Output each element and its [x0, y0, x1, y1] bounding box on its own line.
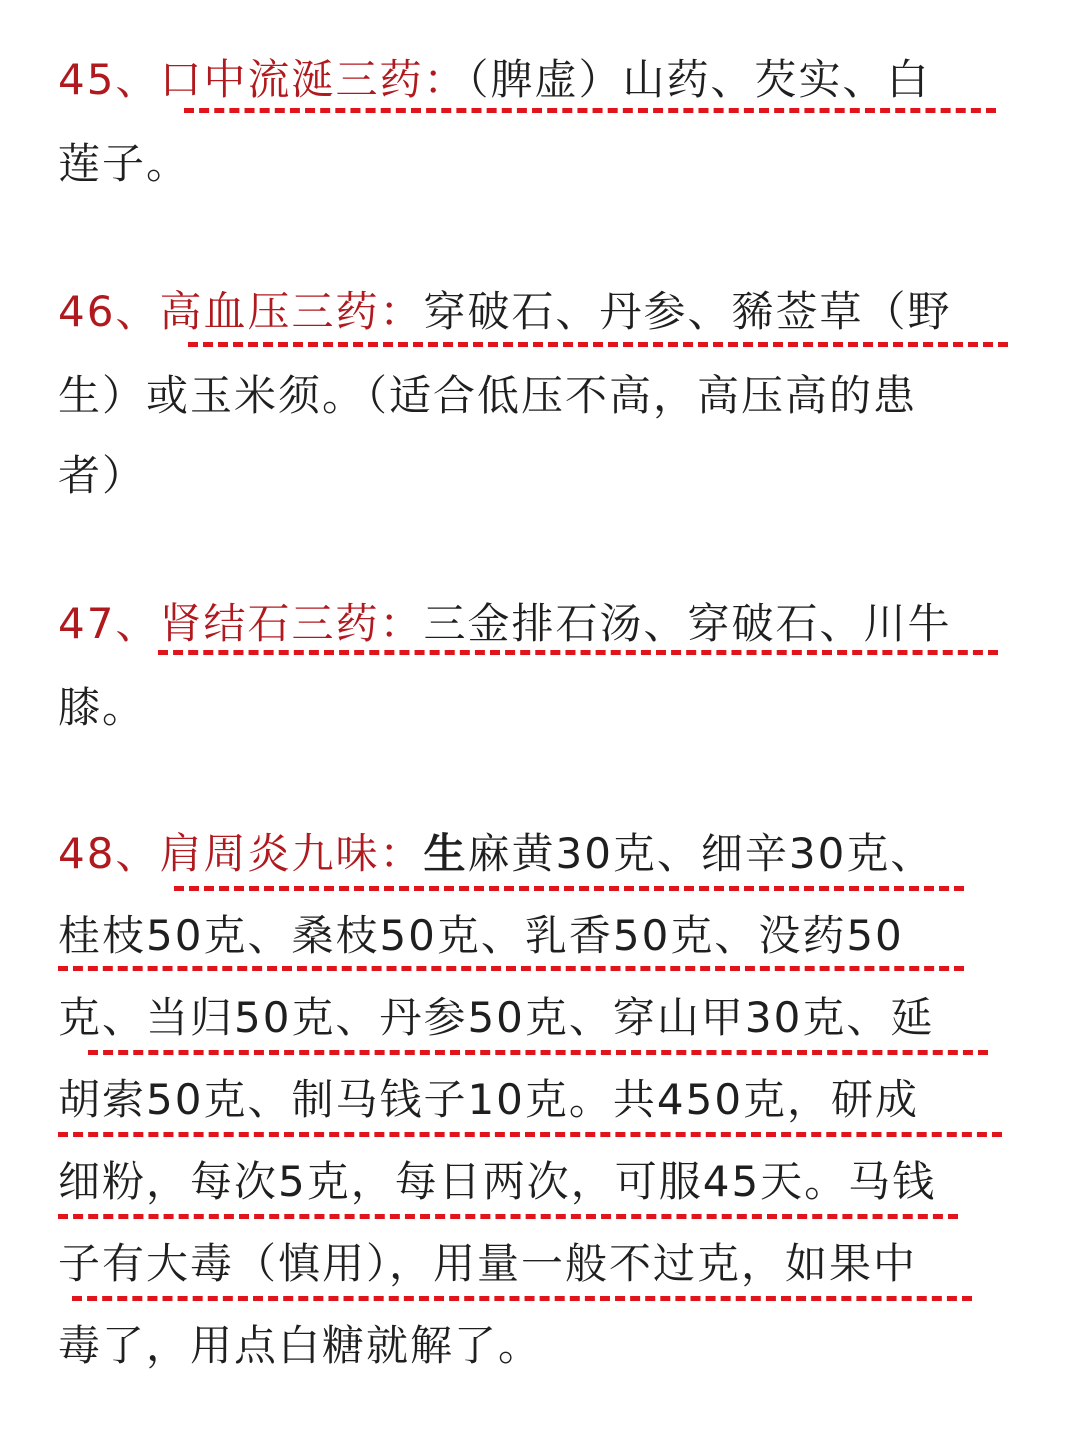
- entry-text: 者）: [58, 451, 147, 500]
- entry-48-line-3: [58, 978, 934, 1058]
- dashed-underline: [72, 1296, 972, 1301]
- entry-title: 口中流涎三药：: [159, 55, 468, 104]
- entry-46-line-3: [58, 436, 146, 516]
- entry-46-line-1: [58, 272, 951, 352]
- entry-bold-lead: 生: [423, 829, 468, 878]
- entry-47-line-2: [58, 668, 146, 748]
- entry-text: 莲子。: [58, 139, 191, 188]
- dashed-underline: [158, 650, 998, 655]
- entry-text: 三金排石汤、穿破石、川牛: [423, 599, 952, 648]
- entry-text: 麻黄30克、细辛30克、: [467, 829, 935, 878]
- entry-text: 毒了，用点白糖就解了。: [58, 1321, 543, 1370]
- entry-text: （脾虚）山药、芡实、白: [467, 55, 931, 104]
- entry-title: 肾结石三药：: [159, 599, 424, 648]
- entry-48-line-4: [58, 1060, 919, 1140]
- entry-48-line-6: [58, 1224, 917, 1304]
- dashed-underline: [88, 1050, 988, 1055]
- dashed-underline: [184, 108, 996, 113]
- entry-text: 生）或玉米须。（适合低压不高，高压高的患: [58, 371, 918, 420]
- dashed-underline: [174, 886, 964, 891]
- entry-number: 47、: [58, 599, 160, 648]
- entry-title: 高血压三药：: [159, 287, 424, 336]
- entry-48-line-2: [58, 896, 904, 976]
- entry-46-line-2: [58, 356, 917, 436]
- dashed-underline: [58, 966, 964, 971]
- entry-text: 膝。: [58, 683, 147, 732]
- entry-number: 48、: [58, 829, 160, 878]
- entry-48-line-7: [58, 1306, 542, 1386]
- entry-text: 桂枝50克、桑枝50克、乳香50克、没药50: [58, 911, 904, 960]
- entry-number: 46、: [58, 287, 160, 336]
- entry-number: 45、: [58, 55, 160, 104]
- entry-48-line-5: [58, 1142, 936, 1222]
- entry-text: 克、当归50克、丹参50克、穿山甲30克、延: [58, 993, 935, 1042]
- entry-text: 子有大毒（慎用），用量一般不过克，如果中: [58, 1239, 918, 1288]
- dashed-underline: [58, 1132, 1002, 1137]
- entry-text: 细粉，每次5克，每日两次，可服45天。马钱: [58, 1157, 937, 1206]
- entry-text: 穿破石、丹参、豨莶草（野: [423, 287, 952, 336]
- entry-48-line-1: [58, 814, 934, 894]
- entry-text: 胡索50克、制马钱子10克。共450克，研成: [58, 1075, 920, 1124]
- dashed-underline: [188, 342, 1008, 347]
- entry-45-line-2: [58, 124, 190, 204]
- entry-title: 肩周炎九味：: [159, 829, 424, 878]
- dashed-underline: [58, 1214, 958, 1219]
